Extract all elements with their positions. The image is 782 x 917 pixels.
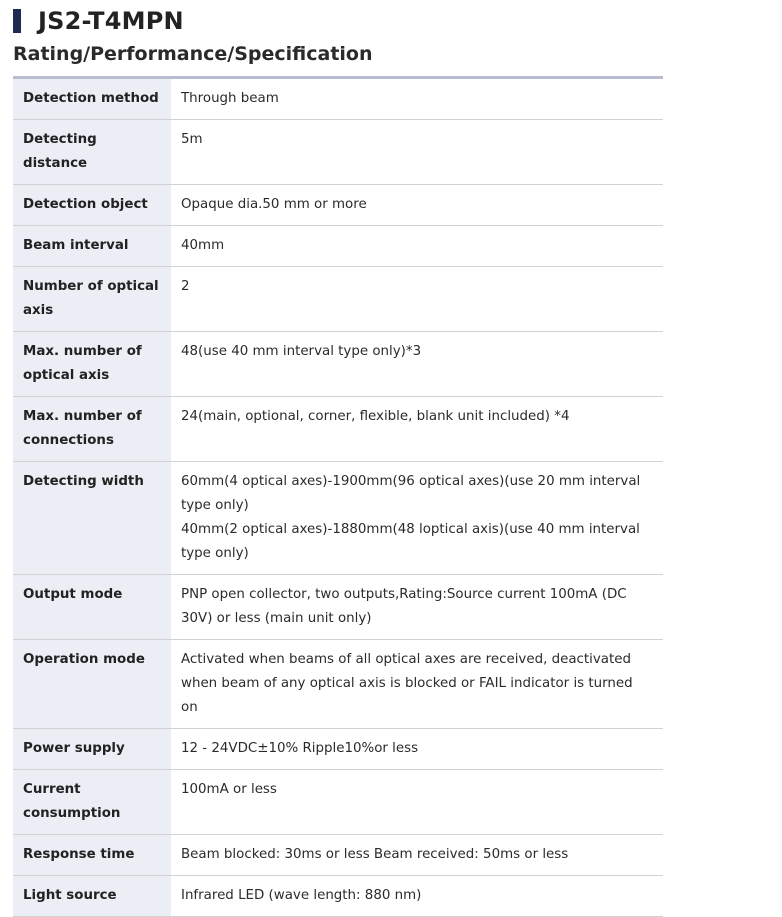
spec-value: [171, 397, 663, 462]
spec-value-line: 40mm: [181, 238, 225, 253]
spec-row: [13, 185, 663, 226]
spec-label: Max. number of optical axis: [13, 332, 171, 397]
spec-row: [13, 226, 663, 267]
spec-table-body: [13, 78, 663, 917]
spec-row: [13, 267, 663, 332]
spec-value-line: Infrared LED (wave length: 880 nm): [181, 888, 422, 903]
spec-value-line: 48(use 40 mm interval type only)*3: [181, 344, 422, 359]
spec-value: [171, 575, 663, 640]
spec-label: Detecting distance: [13, 120, 171, 185]
spec-row: [13, 640, 663, 729]
spec-row: [13, 332, 663, 397]
spec-label: Light source: [13, 876, 171, 917]
spec-value: [171, 267, 663, 332]
title-bar-marker: [13, 9, 21, 33]
section-heading: Rating/Performance/Specification: [13, 43, 373, 65]
spec-row: [13, 835, 663, 876]
spec-label: Detection object: [13, 185, 171, 226]
spec-row: [13, 575, 663, 640]
product-name: JS2-T4MPN: [38, 7, 184, 35]
spec-label: Number of optical axis: [13, 267, 171, 332]
spec-row: [13, 397, 663, 462]
spec-value: [171, 640, 663, 729]
spec-value-line: 60mm(4 optical axes)-1900mm(96 optical axes)(use 20 mm interval type only): [181, 474, 641, 513]
spec-value-line: Beam blocked: 30ms or less Beam received: 50ms or less: [181, 847, 569, 862]
spec-value-line: 40mm(2 optical axes)-1880mm(48 loptical axis)(use 40 mm interval type only): [181, 522, 640, 561]
spec-value-line: Activated when beams of all optical axes are received, deactivated when beam of any optical axis is blocked or FAIL indicator is turned on: [181, 652, 633, 715]
spec-label: Beam interval: [13, 226, 171, 267]
spec-label: Response time: [13, 835, 171, 876]
spec-value: [171, 729, 663, 770]
spec-label: Output mode: [13, 575, 171, 640]
spec-row: [13, 78, 663, 120]
spec-label: Operation mode: [13, 640, 171, 729]
spec-row: [13, 462, 663, 575]
spec-row: [13, 876, 663, 917]
spec-value: [171, 226, 663, 267]
spec-value-line: Opaque dia.50 mm or more: [181, 197, 367, 212]
spec-label: Power supply: [13, 729, 171, 770]
spec-value: [171, 185, 663, 226]
spec-value: [171, 78, 663, 120]
spec-row: [13, 770, 663, 835]
spec-value: [171, 835, 663, 876]
product-title: [13, 6, 184, 36]
spec-label: Current consumption: [13, 770, 171, 835]
spec-value: [171, 332, 663, 397]
spec-value: [171, 876, 663, 917]
spec-row: [13, 729, 663, 770]
spec-value-line: 2: [181, 279, 190, 294]
spec-value-line: 12 - 24VDC±10% Ripple10%or less: [181, 741, 419, 756]
spec-label: Detection method: [13, 78, 171, 120]
spec-value-line: Through beam: [181, 91, 279, 106]
spec-value: [171, 770, 663, 835]
spec-value-line: 24(main, optional, corner, flexible, blank unit included) *4: [181, 409, 570, 424]
spec-value: [171, 462, 663, 575]
spec-value-line: PNP open collector, two outputs,Rating:Source current 100mA (DC 30V) or less (main unit only): [181, 587, 627, 626]
spec-label: Max. number of connections: [13, 397, 171, 462]
spec-label: Detecting width: [13, 462, 171, 575]
spec-value: [171, 120, 663, 185]
spec-row: [13, 120, 663, 185]
spec-value-line: 100mA or less: [181, 782, 277, 797]
spec-value-line: 5m: [181, 132, 203, 147]
spec-table: [13, 76, 663, 917]
